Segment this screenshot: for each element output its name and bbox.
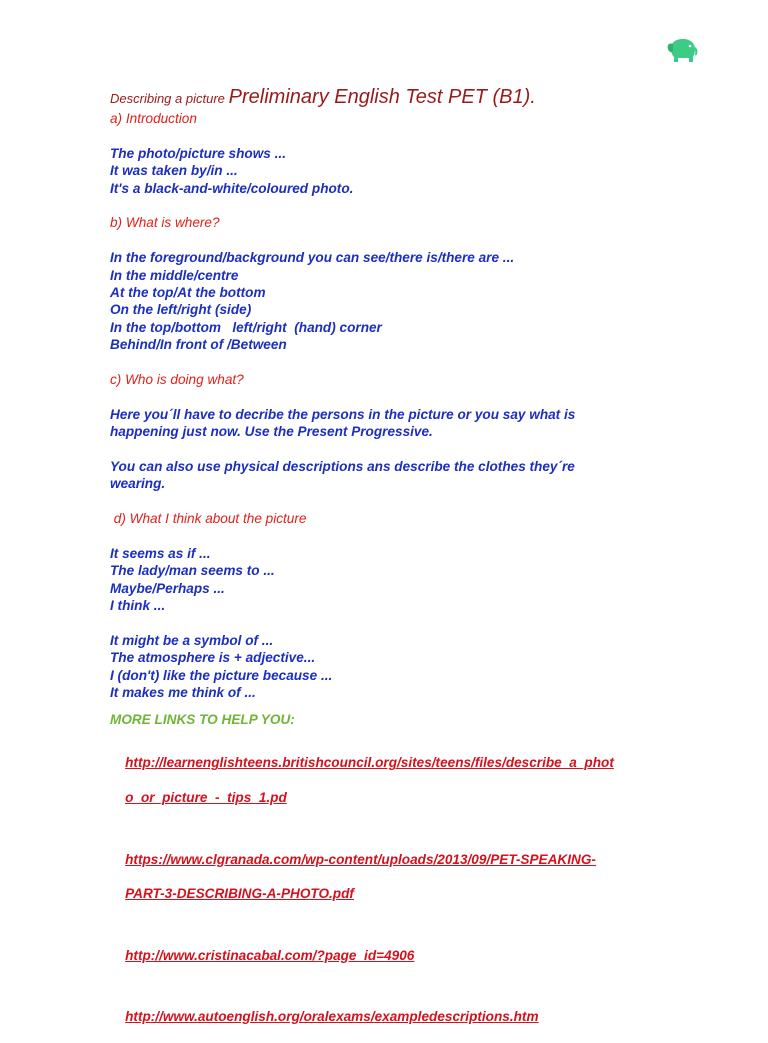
text-line: It seems as if ... xyxy=(110,546,211,562)
link-text: o_or_picture_-_tips_1.pd xyxy=(125,790,287,806)
link-text: http://www.autoenglish.org/oralexams/exampledescriptions.htm xyxy=(125,1008,539,1024)
text-line: happening just now. Use the Present Progressive. xyxy=(110,424,433,440)
more-links-heading: MORE LINKS TO HELP YOU: xyxy=(110,711,295,727)
text-line: Behind/In front of /Between xyxy=(110,337,287,353)
link-text: PART-3-DESCRIBING-A-PHOTO.pdf xyxy=(125,886,354,902)
text-line: I think ... xyxy=(110,598,166,614)
title-large: Preliminary English Test PET (B1). xyxy=(228,86,536,108)
link-britishcouncil[interactable] xyxy=(110,737,670,824)
text-line: In the top/bottom left/right (hand) corner xyxy=(110,319,382,335)
link-autoenglish[interactable] xyxy=(110,990,670,1042)
text-line: In the foreground/background you can see/there is/there are ... xyxy=(110,250,515,266)
document-body xyxy=(110,84,670,1043)
link-text: http://learnenglishteens.britishcouncil.org/sites/teens/files/describe_a_phot xyxy=(125,755,614,771)
title-small: Describing a picture xyxy=(110,91,225,106)
section-heading-who-is-doing-what: c) Who is doing what? xyxy=(110,372,244,388)
section-heading-introduction: a) Introduction xyxy=(110,111,197,126)
text-line: Maybe/Perhaps ... xyxy=(110,580,225,596)
text-line: I (don't) like the picture because ... xyxy=(110,667,333,683)
text-line: You can also use physical descriptions ans describe the clothes they´re xyxy=(110,459,575,475)
link-cristinacabal[interactable] xyxy=(110,929,670,981)
text-line: It was taken by/in ... xyxy=(110,163,238,179)
text-line: It makes me think of ... xyxy=(110,685,256,701)
text-line: It's a black-and-white/coloured photo. xyxy=(110,180,354,196)
text-line: The photo/picture shows ... xyxy=(110,145,286,161)
section-heading-what-is-where: b) What is where? xyxy=(110,215,220,231)
text-line: The atmosphere is + adjective... xyxy=(110,650,316,666)
elephant-icon xyxy=(664,36,700,64)
link-text: https://www.clgranada.com/wp-content/uploads/2013/09/PET-SPEAKING- xyxy=(125,851,596,867)
text-line: In the middle/centre xyxy=(110,267,239,283)
text-line: Here you´ll have to decribe the persons in the picture or you say what is xyxy=(110,406,576,422)
section-heading-what-i-think: d) What I think about the picture xyxy=(110,511,307,527)
text-line: At the top/At the bottom xyxy=(110,285,266,301)
text-line: On the left/right (side) xyxy=(110,302,252,318)
link-text: http://www.cristinacabal.com/?page_id=4906 xyxy=(125,947,415,963)
text-line: The lady/man seems to ... xyxy=(110,563,275,579)
text-line: It might be a symbol of ... xyxy=(110,633,274,649)
link-clgranada[interactable] xyxy=(110,833,670,920)
text-line: wearing. xyxy=(110,476,166,492)
page-title xyxy=(110,84,670,110)
